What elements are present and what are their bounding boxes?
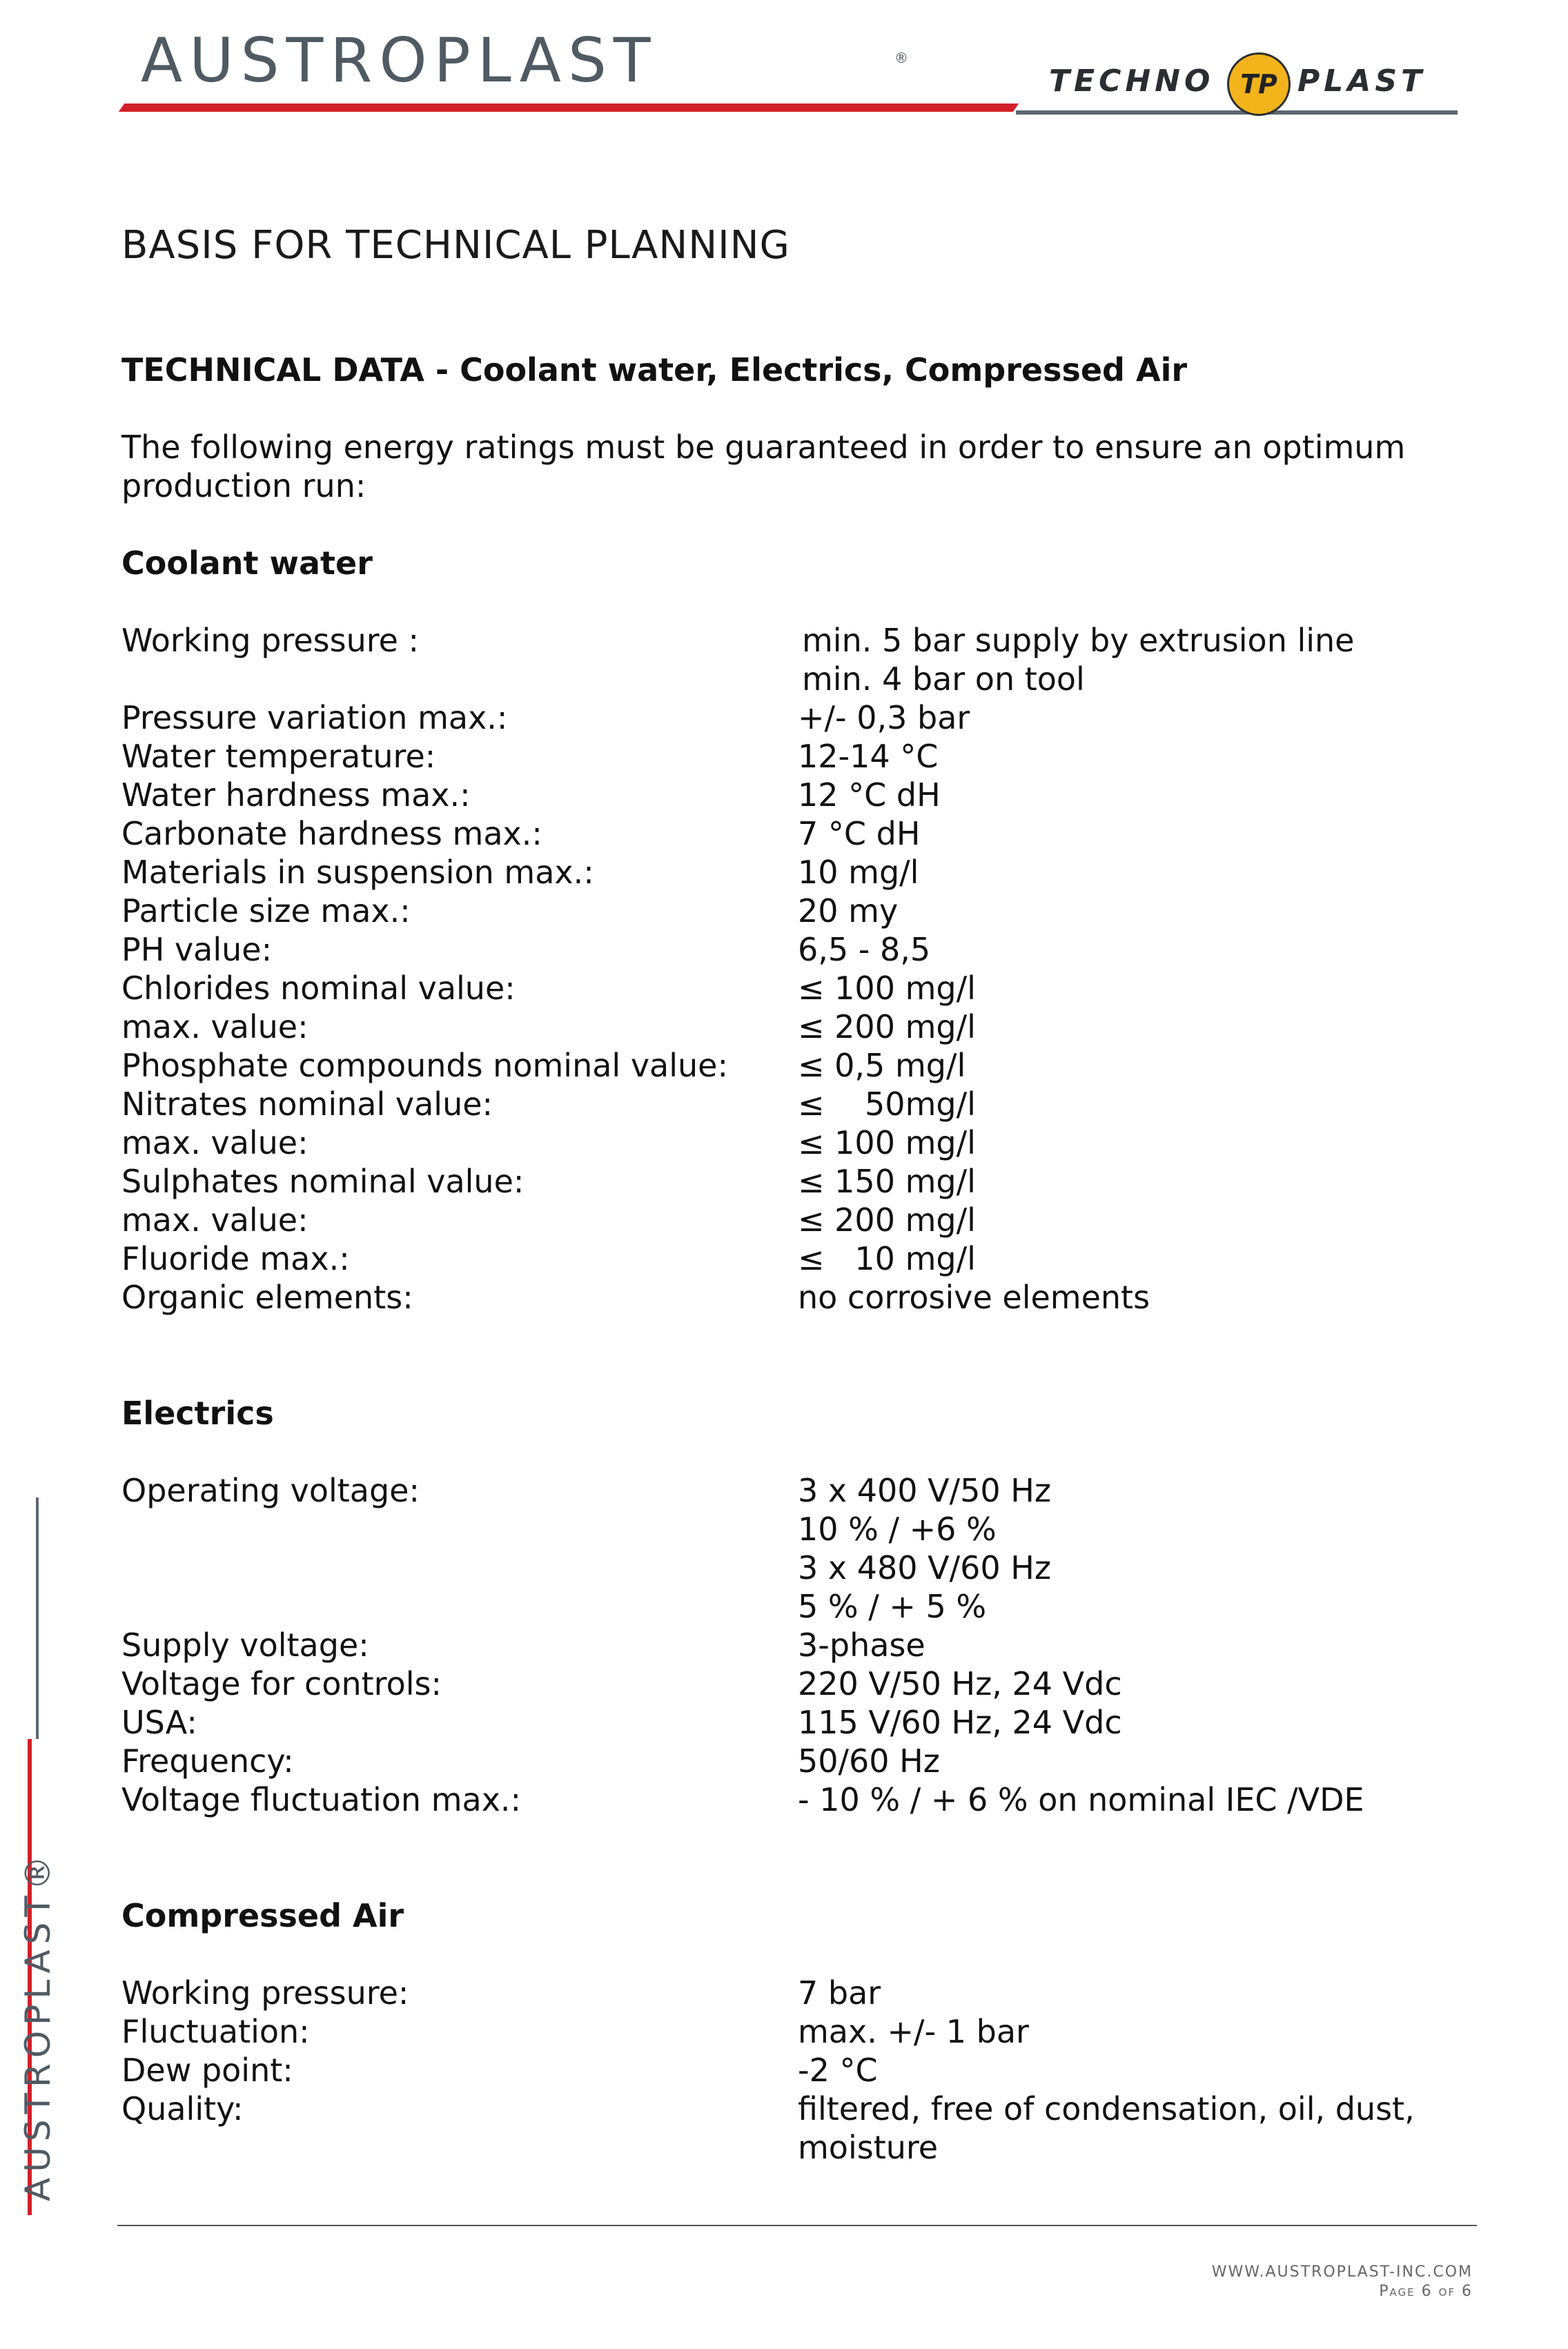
spec-value bbox=[798, 853, 919, 892]
spec-value bbox=[798, 2012, 1029, 2051]
spec-label: Working pressure: bbox=[121, 1974, 409, 2012]
spec-row bbox=[121, 1780, 1474, 1819]
spec-row bbox=[121, 776, 1474, 814]
section-heading-electrics: Electrics bbox=[121, 1395, 274, 1432]
spec-value bbox=[798, 1123, 976, 1162]
spec-value bbox=[798, 1703, 1122, 1742]
spec-value-line: max. +/- 1 bar bbox=[798, 2013, 1029, 2050]
spec-label: Dew point: bbox=[121, 2052, 293, 2089]
spec-row bbox=[121, 969, 1474, 1008]
spec-row bbox=[121, 621, 1474, 698]
spec-label: Voltage fluctuation max.: bbox=[121, 1781, 522, 1818]
spec-value-line: ≤ 200 mg/l bbox=[798, 1008, 976, 1045]
spec-label: Water hardness max.: bbox=[121, 776, 471, 814]
spec-row bbox=[121, 1162, 1474, 1201]
spec-value bbox=[798, 1239, 976, 1278]
spec-value-line: - 10 % / + 6 % on nominal IEC /VDE bbox=[798, 1781, 1364, 1818]
spec-value-line: ≤ 200 mg/l bbox=[798, 1201, 976, 1239]
spec-value-line: ≤ 10 mg/l bbox=[798, 1240, 976, 1277]
spec-value-line: min. 4 bar on tool bbox=[802, 660, 1085, 698]
spec-value-line: 115 V/60 Hz, 24 Vdc bbox=[798, 1704, 1122, 1741]
spec-value-line: 6,5 - 8,5 bbox=[798, 931, 931, 968]
spec-row bbox=[121, 853, 1474, 892]
spec-value bbox=[798, 698, 970, 737]
spec-label: Sulphates nominal value: bbox=[121, 1163, 525, 1200]
footer-divider bbox=[117, 2225, 1477, 2226]
spec-row bbox=[121, 1742, 1474, 1780]
footer-page-number: Page 6 of 6 bbox=[1379, 2283, 1473, 2300]
spec-label: Nitrates nominal value: bbox=[121, 1085, 493, 1123]
spec-value-line: 220 V/50 Hz, 24 Vdc bbox=[798, 1665, 1122, 1702]
spec-value-line: 7 bar bbox=[798, 1974, 881, 2012]
coolant-table bbox=[121, 621, 1474, 1317]
spec-row bbox=[121, 1471, 1474, 1626]
spec-value-line: 50/60 Hz bbox=[798, 1742, 940, 1780]
spec-value-line: 7 °C dH bbox=[798, 815, 921, 852]
spec-value bbox=[798, 1278, 1150, 1317]
spec-value-line: no corrosive elements bbox=[798, 1279, 1150, 1316]
spec-value-line: min. 5 bar supply by extrusion line bbox=[802, 622, 1355, 659]
spec-value-line: 20 my bbox=[798, 892, 899, 930]
spec-label: Voltage for controls: bbox=[121, 1665, 442, 1702]
spec-row bbox=[121, 2090, 1474, 2167]
spec-row bbox=[121, 1278, 1474, 1317]
spec-value-line: ≤ 100 mg/l bbox=[798, 1124, 976, 1161]
spec-value bbox=[798, 1046, 966, 1085]
side-gray-line bbox=[36, 1497, 39, 1739]
spec-value bbox=[798, 776, 941, 814]
spec-value bbox=[798, 1780, 1364, 1819]
spec-label: Supply voltage: bbox=[121, 1626, 369, 1664]
spec-row bbox=[121, 1201, 1474, 1239]
spec-value-line: +/- 0,3 bar bbox=[798, 699, 970, 736]
spec-value-line: ≤ 0,5 mg/l bbox=[798, 1047, 966, 1084]
spec-value bbox=[798, 814, 920, 853]
spec-value-line: 12 °C dH bbox=[798, 776, 941, 814]
spec-row bbox=[121, 892, 1474, 930]
spec-label: max. value: bbox=[121, 1124, 308, 1161]
section-heading-air: Compressed Air bbox=[121, 1897, 404, 1934]
spec-value-line: 10 mg/l bbox=[798, 854, 919, 891]
air-table bbox=[121, 1974, 1474, 2167]
spec-value bbox=[798, 621, 1355, 698]
spec-label: Particle size max.: bbox=[121, 892, 411, 930]
spec-label: max. value: bbox=[121, 1201, 308, 1239]
spec-row bbox=[121, 1123, 1474, 1162]
tp-logo-text: TP bbox=[1240, 69, 1277, 99]
spec-label: Frequency: bbox=[121, 1742, 294, 1780]
spec-label: USA: bbox=[121, 1704, 197, 1741]
spec-row bbox=[121, 1239, 1474, 1278]
spec-value bbox=[798, 1201, 976, 1239]
footer-url: WWW.AUSTROPLAST-INC.COM bbox=[1211, 2263, 1473, 2281]
tp-logo-badge bbox=[1227, 52, 1291, 116]
spec-label: Phosphate compounds nominal value: bbox=[121, 1047, 728, 1084]
spec-row bbox=[121, 2012, 1474, 2051]
spec-value bbox=[798, 1471, 1051, 1626]
spec-row bbox=[121, 1626, 1474, 1664]
spec-value bbox=[798, 1085, 976, 1123]
spec-value-line: 3 x 400 V/50 Hz bbox=[798, 1472, 1052, 1509]
spec-value-line: ≤ 50mg/l bbox=[798, 1085, 976, 1123]
registered-mark: ® bbox=[894, 50, 908, 66]
side-austroplast-logo: AUSTROPLAST® bbox=[18, 1850, 58, 2201]
page-title: BASIS FOR TECHNICAL PLANNING bbox=[121, 223, 790, 268]
spec-row bbox=[121, 1703, 1474, 1742]
intro-paragraph: The following energy ratings must be guaranteed in order to ensure an optimum production run: bbox=[121, 429, 1406, 504]
spec-value-line: 12-14 °C bbox=[798, 738, 939, 775]
spec-value bbox=[798, 2051, 878, 2090]
spec-row bbox=[121, 814, 1474, 853]
logo-gray-underline bbox=[1016, 110, 1458, 115]
spec-value-line: 5 % / + 5 % bbox=[798, 1588, 987, 1625]
spec-value-line: ≤ 150 mg/l bbox=[798, 1163, 976, 1200]
spec-value bbox=[798, 1742, 940, 1780]
spec-value bbox=[798, 969, 976, 1008]
spec-value bbox=[798, 892, 898, 930]
electrics-table bbox=[121, 1471, 1474, 1819]
spec-label: Quality: bbox=[121, 2090, 244, 2127]
logo-red-underline bbox=[119, 104, 1019, 112]
spec-value-line: 3-phase bbox=[798, 1626, 925, 1664]
spec-row bbox=[121, 737, 1474, 776]
spec-label: Fluoride max.: bbox=[121, 1240, 350, 1277]
spec-row bbox=[121, 698, 1474, 737]
spec-label: PH value: bbox=[121, 931, 273, 968]
spec-row bbox=[121, 1085, 1474, 1123]
spec-value-line: ≤ 100 mg/l bbox=[798, 970, 976, 1007]
spec-label: Fluctuation: bbox=[121, 2013, 310, 2050]
spec-row bbox=[121, 1664, 1474, 1703]
spec-value-line: filtered, free of condensation, oil, dust, bbox=[798, 2090, 1415, 2127]
spec-row bbox=[121, 1008, 1474, 1046]
spec-label: Materials in suspension max.: bbox=[121, 854, 594, 891]
spec-label: Water temperature: bbox=[121, 738, 436, 775]
spec-value bbox=[798, 1664, 1122, 1703]
spec-row bbox=[121, 2051, 1474, 2090]
spec-row bbox=[121, 930, 1474, 969]
spec-label: Operating voltage: bbox=[121, 1472, 420, 1509]
spec-value bbox=[798, 1626, 925, 1664]
spec-value-line: moisture bbox=[798, 2129, 939, 2166]
spec-label: Pressure variation max.: bbox=[121, 699, 508, 736]
spec-value bbox=[798, 1974, 881, 2012]
spec-label: max. value: bbox=[121, 1008, 308, 1045]
spec-row bbox=[121, 1046, 1474, 1085]
spec-value bbox=[798, 1162, 976, 1201]
spec-value bbox=[798, 2090, 1415, 2167]
austroplast-logo: AUSTROPLAST bbox=[141, 25, 658, 96]
spec-value-line: 10 % / +6 % bbox=[798, 1511, 997, 1548]
section-heading-coolant: Coolant water bbox=[121, 544, 373, 582]
doc-heading: TECHNICAL DATA - Coolant water, Electrics, Compressed Air bbox=[121, 351, 1188, 389]
document-body bbox=[121, 351, 1474, 2167]
spec-label: Working pressure : bbox=[121, 622, 420, 659]
spec-label: Chlorides nominal value: bbox=[121, 970, 516, 1007]
technoplast-logo-plast: PLAST bbox=[1297, 63, 1427, 99]
spec-value bbox=[798, 930, 930, 969]
spec-value-line: -2 °C bbox=[798, 2052, 878, 2089]
spec-value-line: 3 x 480 V/60 Hz bbox=[798, 1549, 1052, 1586]
spec-row bbox=[121, 1974, 1474, 2012]
spec-value bbox=[798, 737, 938, 776]
spec-label: Organic elements: bbox=[121, 1279, 413, 1316]
spec-label: Carbonate hardness max.: bbox=[121, 815, 542, 852]
spec-value bbox=[798, 1008, 976, 1046]
technoplast-logo-techno: TECHNO bbox=[1049, 63, 1215, 99]
